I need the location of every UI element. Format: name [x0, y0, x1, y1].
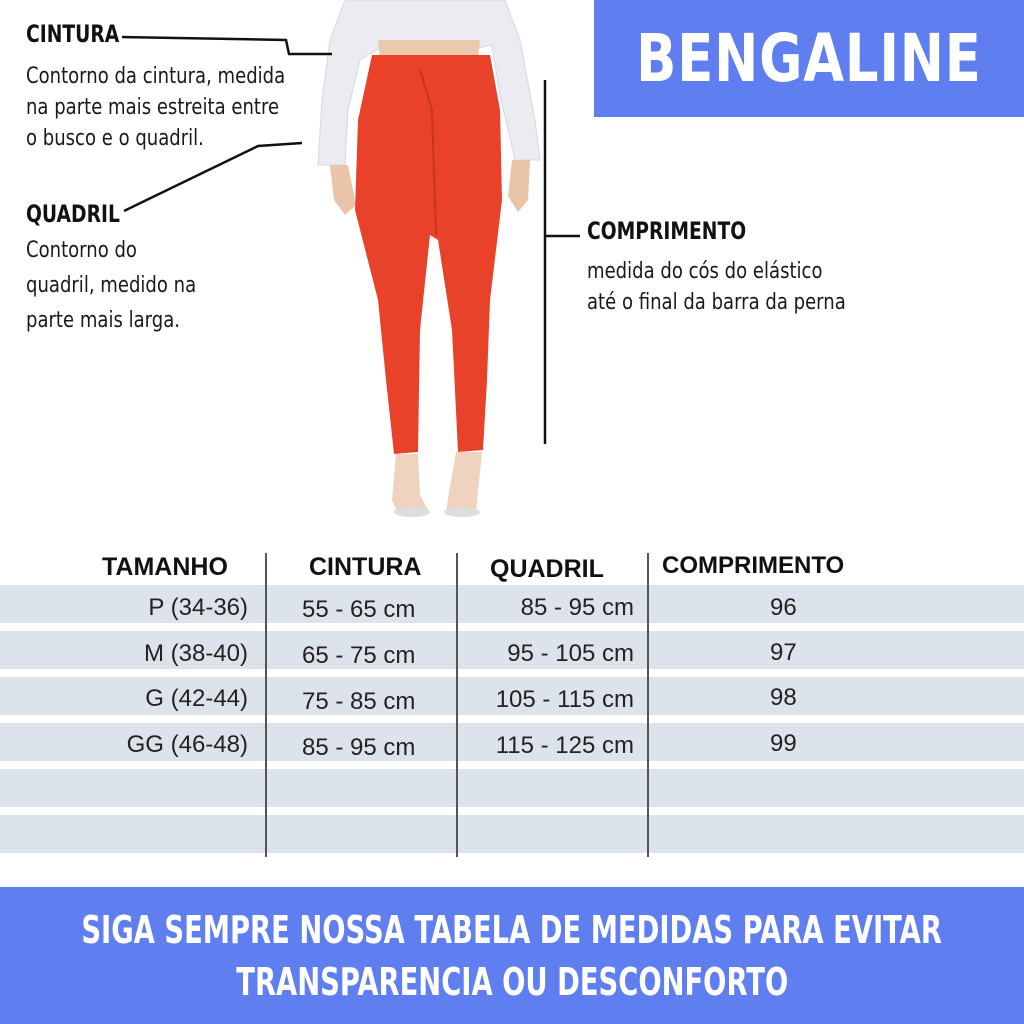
cell-cintura: 85 - 95 cm	[302, 734, 416, 761]
comprimento-line-1: medida do cós do elástico	[587, 259, 823, 284]
column-divider	[647, 553, 649, 857]
cell-quadril: 115 - 125 cm	[495, 732, 634, 759]
comprimento-heading: COMPRIMENTO	[587, 217, 747, 245]
footer-line-2: TRANSPARENCIA OU DESCONFORTO	[236, 959, 788, 1004]
header-tamanho: TAMANHO	[102, 553, 228, 581]
quadril-line-2: quadril, medido na	[26, 273, 197, 298]
cell-cintura: 55 - 65 cm	[302, 596, 416, 623]
cintura-line-2: na parte mais estreita entre	[26, 95, 280, 120]
cell-size: P (34-36)	[148, 594, 248, 621]
cell-quadril: 95 - 105 cm	[507, 640, 634, 667]
cintura-heading: CINTURA	[26, 20, 120, 48]
cell-size: GG (46-48)	[126, 731, 248, 758]
quadril-heading: QUADRIL	[26, 200, 120, 228]
quadril-line-3: parte mais larga.	[26, 308, 181, 333]
cintura-line-3: o busco e o quadril.	[26, 126, 204, 151]
header-quadril: QUADRIL	[490, 555, 604, 583]
cell-comprimento: 98	[770, 684, 797, 711]
cell-cintura: 65 - 75 cm	[302, 642, 416, 669]
footer-line-1: SIGA SEMPRE NOSSA TABELA DE MEDIDAS PARA EVITAR	[81, 907, 943, 952]
cell-comprimento: 96	[770, 594, 797, 621]
cell-comprimento: 99	[770, 730, 797, 757]
comprimento-line-2: até o final da barra da perna	[587, 290, 846, 315]
cintura-line-1: Contorno da cintura, medida	[26, 64, 286, 89]
cell-quadril: 85 - 95 cm	[520, 594, 634, 621]
cell-size: G (42-44)	[145, 685, 248, 712]
table-row-band	[0, 769, 1024, 807]
header-cintura: CINTURA	[309, 553, 422, 581]
cell-quadril: 105 - 115 cm	[495, 686, 634, 713]
quadril-line-1: Contorno do	[26, 238, 137, 263]
column-divider	[456, 553, 458, 857]
header-comprimento: COMPRIMENTO	[662, 552, 845, 579]
cell-size: M (38-40)	[143, 640, 248, 667]
cell-cintura: 75 - 85 cm	[302, 688, 416, 715]
footer-banner	[0, 887, 1024, 1024]
cell-comprimento: 97	[770, 639, 797, 666]
table-row-band	[0, 815, 1024, 853]
column-divider	[265, 553, 267, 857]
product-title: BENGALINE	[636, 20, 982, 97]
